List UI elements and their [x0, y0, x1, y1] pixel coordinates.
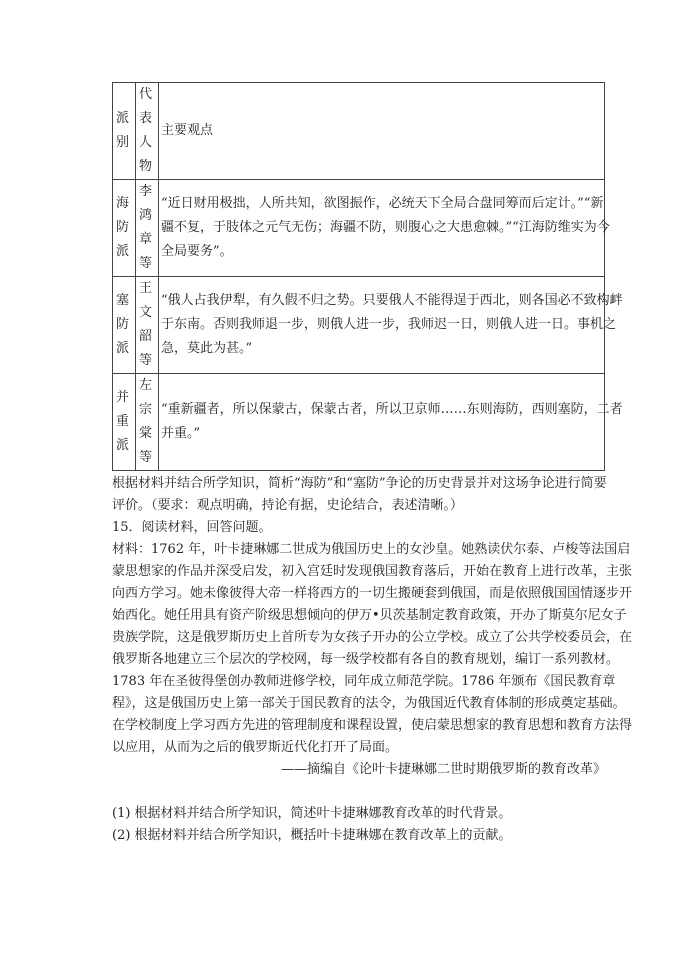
material-line: 以应用，从而为之后的俄罗斯近代化打开了局面。 [112, 740, 399, 755]
material-line: 材料：1762 年，叶卡捷琳娜二世成为俄国历史上的女沙皇。她熟读伏尔泰、卢梭等法国启 [112, 542, 631, 557]
header-faction: 派别 [113, 83, 136, 180]
people-cell: 王文韶等 [136, 277, 159, 374]
views-line: “俄人占我伊犁，有久假不归之势。只要俄人不能得逞于西北，则各国必不致构衅 [161, 293, 623, 308]
faction-cell: 海防派 [113, 180, 136, 277]
views-cell [159, 277, 623, 374]
header-people: 代表人物 [136, 83, 159, 180]
views-line: 于东南。否则我师退一步，则俄人进一步，我师迟一日，则俄人进一日。事机之 [161, 317, 617, 332]
material-line: 贵族学院，这是俄罗斯历史上首所专为女孩子开办的公立学校。成立了公共学校委员会，在 [112, 630, 633, 645]
views-line: “重新疆者，所以保蒙古，保蒙古者，所以卫京师……东则海防，西则塞防，二者 [161, 402, 623, 417]
material-line: 俄罗斯各地建立三个层次的学校网，每一级学校都有各自的教育规划，编订一系列教材。 [112, 652, 620, 667]
material-line: 程》，这是俄国历史上第一部关于国民教育的法令，为俄国近代教育体制的形成奠定基础。 [112, 696, 626, 711]
views-line: “近日财用极拙，人所共知，欲图振作，必统天下全局合盘同筹而后定计。”“新 [161, 196, 604, 211]
table-header-row [113, 83, 605, 180]
header-views: 主要观点 [159, 83, 605, 180]
material-line: 始西化。她任用具有资产阶级思想倾向的伊万•贝茨基制定教育政策，开办了斯莫尔尼女子 [112, 608, 627, 623]
source-citation: ——摘编自《论叶卡捷琳娜二世时期俄罗斯的教育改革》 [280, 762, 606, 777]
views-line: 疆不复，于肢体之元气无伤；海疆不防，则腹心之大患愈棘。”“江海防维实为今 [161, 220, 610, 235]
table-row [113, 374, 605, 471]
material-line: 向西方学习。她未像彼得大帝一样将西方的一切生搬硬套到俄国，而是依照俄国国情逐步开 [112, 586, 633, 601]
table-row [113, 180, 605, 277]
question-text [112, 473, 633, 847]
views-cell [159, 374, 623, 471]
blank-line [112, 781, 612, 803]
q14-prompt-line: 根据材料并结合所学知识，简析“海防”和“塞防”争论的历史背景并对这场争论进行简要 [112, 476, 607, 491]
sub-question-1: (1) 根据材料并结合所学知识，简述叶卡捷琳娜教育改革的时代背景。 [112, 806, 512, 821]
views-line: 并重。” [161, 426, 201, 441]
faction-cell: 并重派 [113, 374, 136, 471]
views-line: 急，莫此为甚。” [161, 341, 253, 356]
material-line: 蒙思想家的作品并深受启发，初入宫廷时发现俄国教育落后，开始在教育上进行改革，主张 [112, 564, 633, 579]
people-cell: 李鸿章等 [136, 180, 159, 277]
sub-question-2: (2) 根据材料并结合所学知识，概括叶卡捷琳娜在教育改革上的贡献。 [112, 828, 512, 843]
table-row [113, 277, 605, 374]
debate-table [112, 82, 623, 471]
page-content [112, 82, 633, 847]
views-line: 全局要务”。 [161, 244, 233, 259]
faction-cell: 塞防派 [113, 277, 136, 374]
material-line: 1783 年在圣彼得堡创办教师进修学校，同年成立师范学院。1786 年颁布《国民教育章 [112, 674, 616, 689]
q14-prompt-line: 评价。（要求：观点明确，持论有据，史论结合，表述清晰。） [112, 498, 464, 513]
material-line: 在学校制度上学习西方先进的管理制度和课程设置，使启蒙思想家的教育思想和教育方法得 [112, 718, 633, 733]
views-cell [159, 180, 610, 277]
q15-title: 15．阅读材料，回答问题。 [112, 520, 272, 535]
people-cell: 左宗棠等 [136, 374, 159, 471]
